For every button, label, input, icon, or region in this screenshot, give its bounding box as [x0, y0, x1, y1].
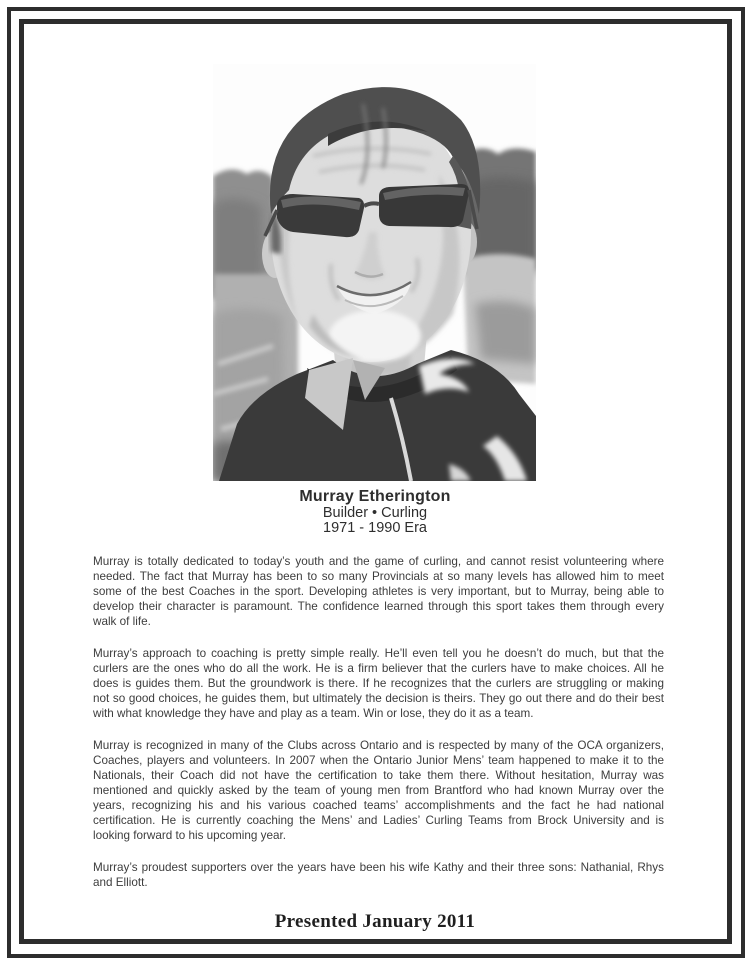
honoree-category: Builder • Curling: [322, 505, 428, 521]
bio-paragraph-3: Murray is recognized in many of the Clubs across Ontario and is respected by many of the OCA organizers, Coaches, players and volunteers. In 2007 when the Ontario Junior Mens’ team happened to make it to the Nationals, their Coach did not have the certification to take them there. Without hesitation, Murray was mentioned and quickly asked by the team of young men from Brantford who had known Murray over the years, recognizing his and his various coached teams’ accomplishments and the fact he had national certification. He is currently coaching the Mens’ and Ladies’ Curling Teams from Brock University and is looking forward to his upcoming year.: [93, 739, 664, 842]
honoree-title-block: [0, 489, 750, 536]
bio-paragraph-1: Murray is totally dedicated to today’s youth and the game of curling, and cannot resist volunteering where needed. The fact that Murray has been to so many Provincials at so many levels has allowed him to meet some of the best Coaches in the sport. Developing athletes is very important, but to Murray, being able to develop their character is paramount. The confidence learned through this sport takes them through every walk of life.: [93, 555, 664, 628]
presented-date: Presented January 2011: [274, 911, 476, 932]
biography-text: [93, 554, 664, 907]
bio-paragraph-4: Murray’s proudest supporters over the years have been his wife Kathy and their three sons: Nathanial, Rhys and Elliott.: [93, 861, 664, 889]
honoree-era: 1971 - 1990 Era: [323, 520, 427, 536]
honoree-name: Murray Etherington: [299, 488, 451, 505]
portrait-photo: [213, 64, 536, 481]
bio-paragraph-2: Murray’s approach to coaching is pretty simple really. He’ll even tell you he doesn’t do much, but that the curlers are the ones who do all the work. He is a firm believer that the curlers have to make choices. All he does is guides them. But the groundwork is there. If he recognizes that the curlers are struggling or making not so good choices, he guides them, but ultimately the decision is theirs. They go out there and do their best with what knowledge they have and play as a team. Win or lose, they do it as a team.: [93, 647, 664, 720]
